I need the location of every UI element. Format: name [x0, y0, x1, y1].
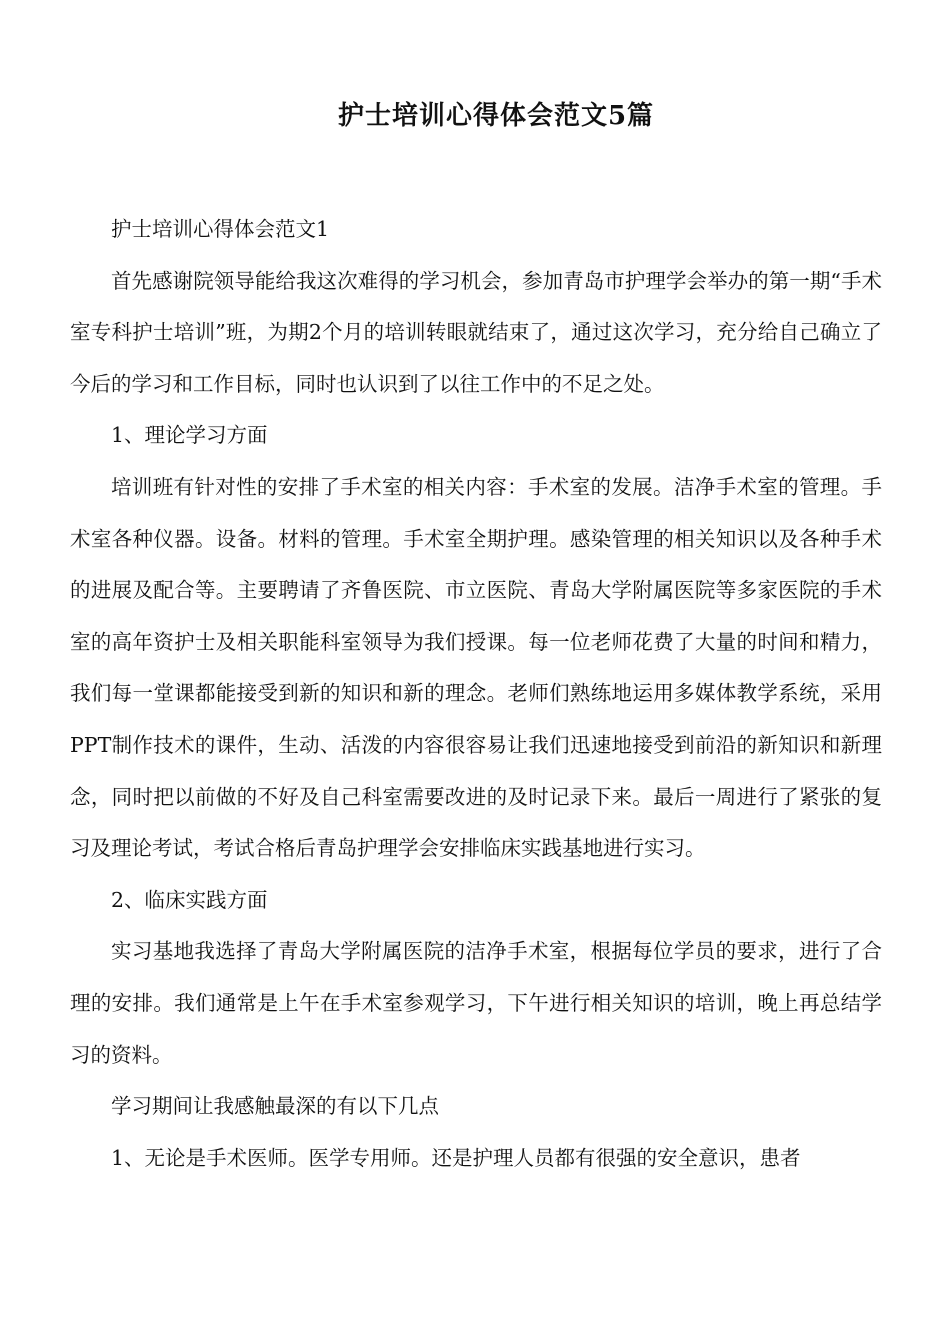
paragraph: 学习期间让我感触最深的有以下几点 [111, 1094, 439, 1119]
subsection-heading: 2、临床实践方面 [111, 887, 268, 912]
paragraph: 实习基地我选择了青岛大学附属医院的洁净手术室，根据每位学员的要求，进行了合理的安排。我们通常是上午在手术室参观学习，下午进行相关知识的培训，晚上再总结学习的资料。 [70, 939, 882, 1067]
paragraph: 首先感谢院领导能给我这次难得的学习机会，参加青岛市护理学会举办的第一期“手术室专科护士培训”班，为期2个月的培训转眼就结束了，通过这次学习，充分给自己确立了今后的学习和工作目标，同时也认识到了以往工作中的不足之处。 [70, 268, 882, 396]
paragraph: 1、无论是手术医师。医学专用师。还是护理人员都有很强的安全意识，患者 [111, 1145, 801, 1170]
paragraph: 培训班有针对性的安排了手术室的相关内容：手术室的发展。洁净手术室的管理。手术室各种仪器。设备。材料的管理。手术室全期护理。感染管理的相关知识以及各种手术的进展及配合等。主要聘请了齐鲁医院、市立医院、青岛大学附属医院等多家医院的手术室的高年资护士及相关职能科室领导为我们授课。每一位老师花费了大量的时间和精力，我们每一堂课都能接受到新的知识和新的理念。老师们熟练地运用多媒体教学系统，采用PPT制作技术的课件，生动、活泼的内容很容易让我们迅速地接受到前沿的新知识和新理念，同时把以前做的不好及自己科室需要改进的及时记录下来。最后一周进行了紧张的复习及理论考试，考试合格后青岛护理学会安排临床实践基地进行实习。 [70, 474, 882, 861]
document-title: 护士培训心得体会范文5篇 [337, 101, 655, 131]
document-body [70, 204, 882, 1184]
section-heading: 护士培训心得体会范文1 [111, 217, 330, 241]
subsection-heading: 1、理论学习方面 [111, 423, 268, 448]
